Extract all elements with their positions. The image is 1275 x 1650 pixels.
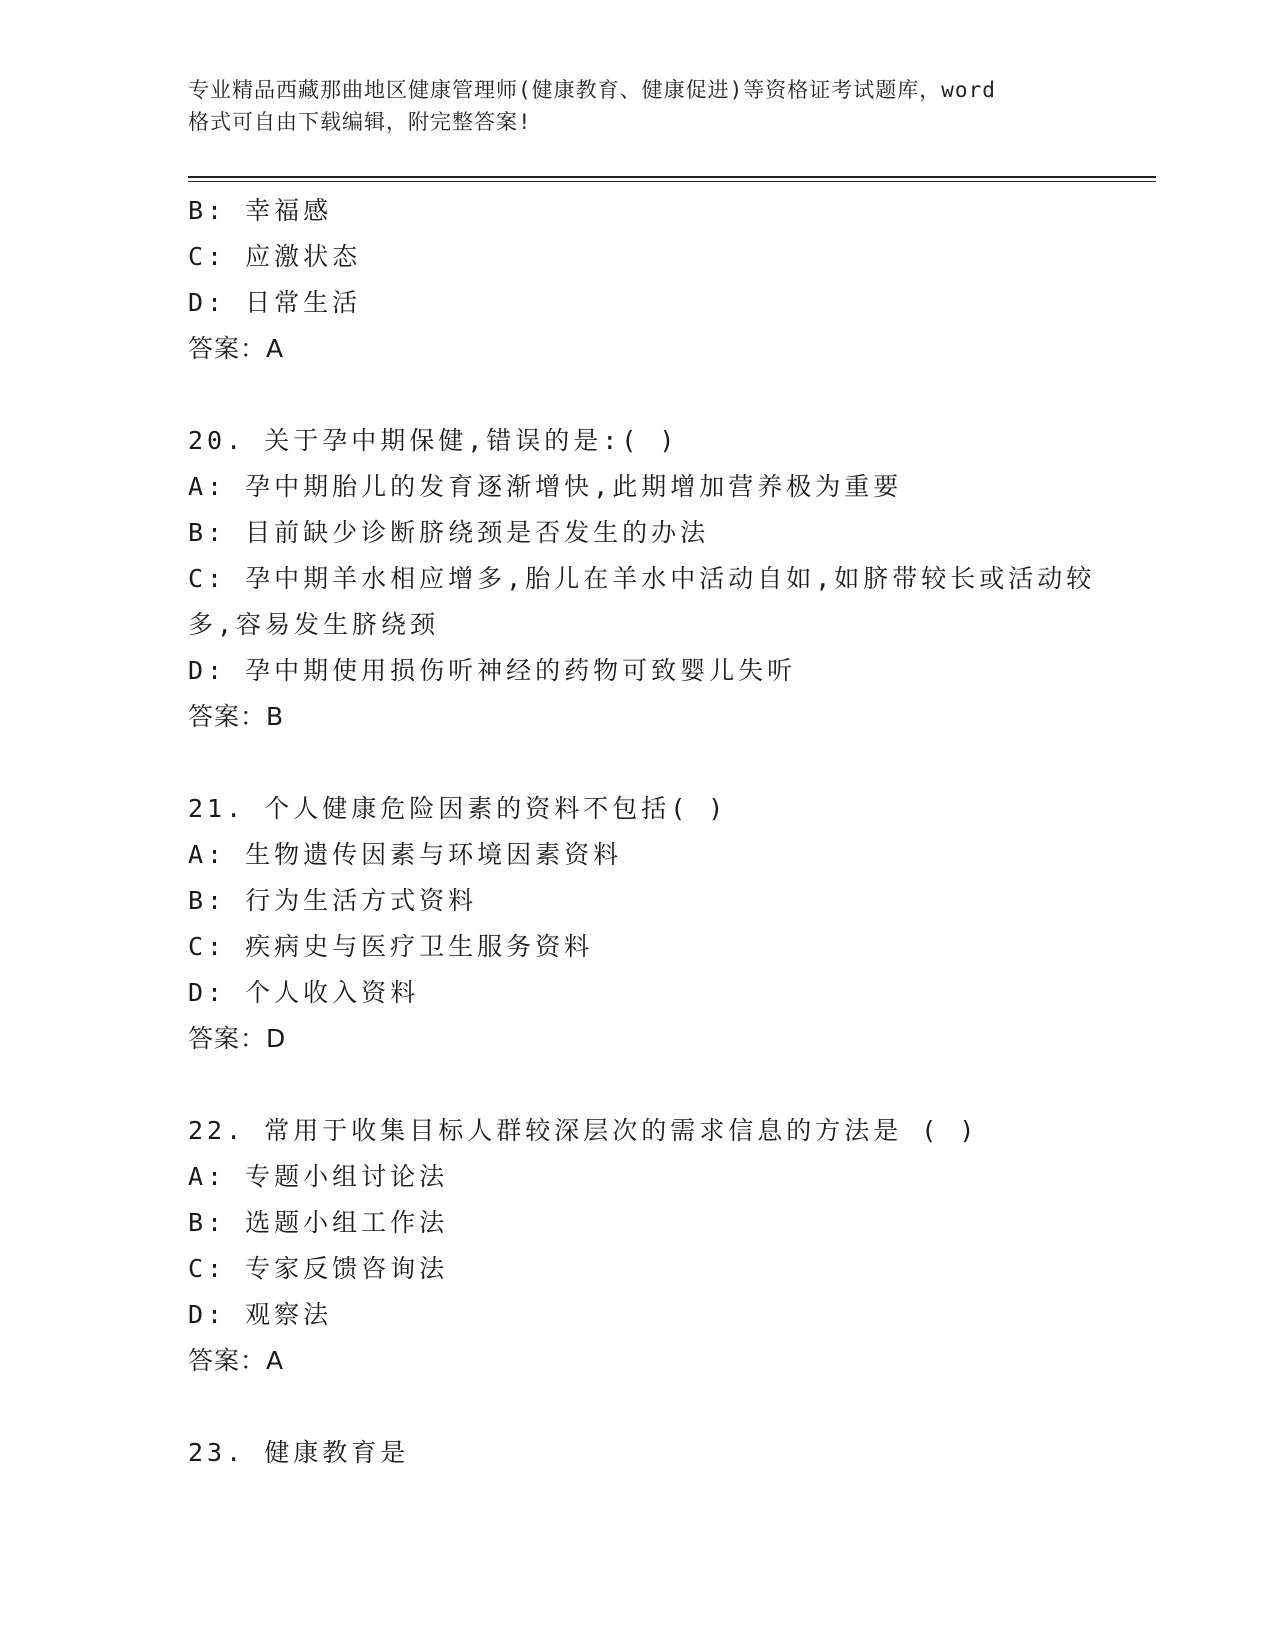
option-d: D: 观察法 [188, 1300, 333, 1329]
question-stem: 21. 个人健康危险因素的资料不包括( ) [188, 794, 728, 823]
option-a: A: 生物遗传因素与环境因素资料 [188, 840, 623, 869]
header-line-2: 格式可自由下载编辑，附完整答案! [188, 110, 532, 134]
option-b: B: 选题小组工作法 [188, 1208, 449, 1237]
question-stem: 23. 健康教育是 [188, 1438, 410, 1467]
spacer [188, 1384, 1088, 1430]
answer-label: 答案：D [188, 1024, 287, 1053]
question-22 [188, 1108, 1088, 1384]
header-divider [188, 176, 1156, 182]
option-c: C: 疾病史与医疗卫生服务资料 [188, 932, 594, 961]
option-b: B: 幸福感 [188, 196, 333, 225]
question-21 [188, 786, 1088, 1062]
question-23 [188, 1430, 1088, 1476]
option-a: A: 孕中期胎儿的发育逐渐增快,此期增加营养极为重要 [188, 472, 903, 501]
option-b: B: 行为生活方式资料 [188, 886, 478, 915]
spacer [188, 372, 1088, 418]
question-19-tail [188, 188, 1088, 372]
spacer [188, 1062, 1088, 1108]
question-20 [188, 418, 1096, 740]
option-d: D: 个人收入资料 [188, 978, 420, 1007]
question-stem: 20. 关于孕中期保健,错误的是:( ) [188, 426, 679, 455]
answer-label: 答案：A [188, 1346, 285, 1375]
option-c: C: 专家反馈咨询法 [188, 1254, 449, 1283]
option-a: A: 专题小组讨论法 [188, 1162, 449, 1191]
page-header [188, 74, 1088, 138]
header-line-1: 专业精品西藏那曲地区健康管理师(健康教育、健康促进)等资格证考试题库，word [188, 78, 996, 102]
spacer [188, 740, 1088, 786]
option-c: C: 孕中期羊水相应增多,胎儿在羊水中活动自如,如脐带较长或活动较 [188, 564, 1096, 593]
option-b: B: 目前缺少诊断脐绕颈是否发生的办法 [188, 518, 710, 547]
option-c: C: 应激状态 [188, 242, 362, 271]
answer-label: 答案：B [188, 702, 285, 731]
question-list [188, 188, 1096, 1476]
option-d: D: 孕中期使用损伤听神经的药物可致婴儿失听 [188, 656, 797, 685]
answer-label: 答案：A [188, 334, 285, 363]
question-stem: 22. 常用于收集目标人群较深层次的需求信息的方法是 ( ) [188, 1116, 979, 1145]
option-c-continued: 多,容易发生脐绕颈 [188, 610, 440, 639]
option-d: D: 日常生活 [188, 288, 362, 317]
